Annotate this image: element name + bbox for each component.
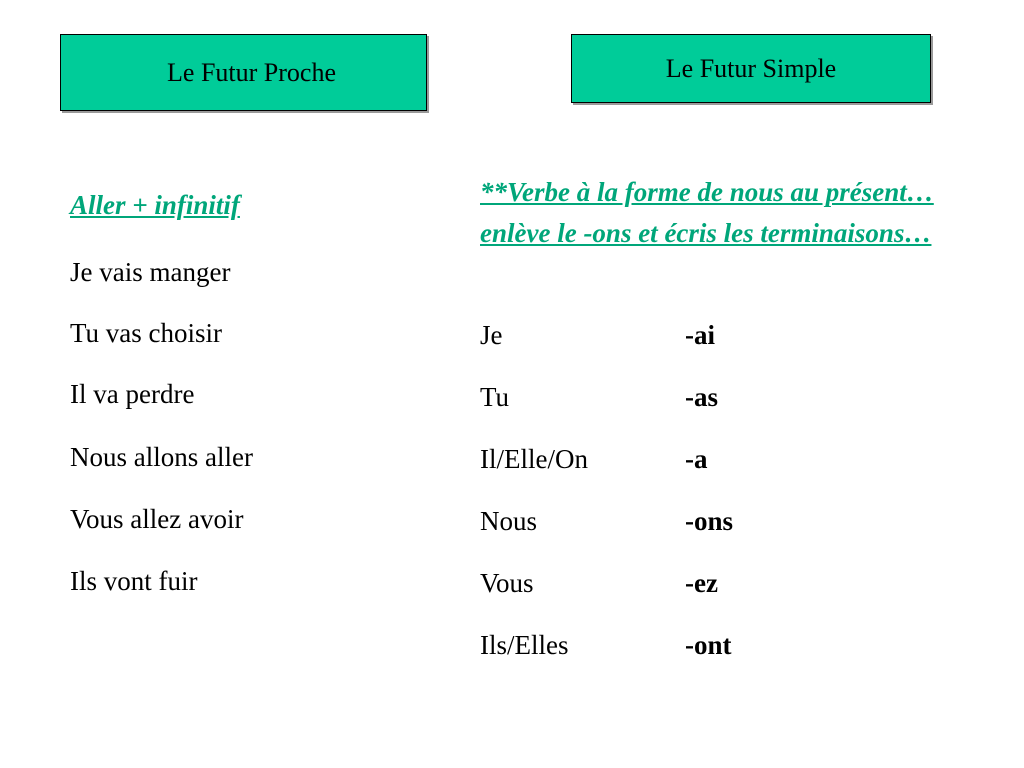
conjugation-row <box>480 320 715 351</box>
ending: -ons <box>685 506 734 536</box>
pronoun: Vous <box>480 568 534 598</box>
futur-simple-title: Le Futur Simple <box>665 53 837 83</box>
futur-proche-example: Tu vas choisir <box>70 318 223 348</box>
futur-proche-title: Le Futur Proche <box>167 57 336 87</box>
pronoun: Ils/Elles <box>480 630 569 660</box>
conjugation-row <box>480 568 718 599</box>
conjugation-row <box>480 506 733 537</box>
futur-proche-example: Vous allez avoir <box>70 504 244 534</box>
futur-proche-example: Ils vont fuir <box>70 566 198 596</box>
pronoun: Nous <box>480 506 538 536</box>
ending: -as <box>685 382 718 412</box>
pronoun: Il/Elle/On <box>480 444 588 474</box>
ending: -a <box>685 444 708 474</box>
conjugation-row <box>480 444 708 475</box>
conjugation-row <box>480 630 732 661</box>
futur-proche-example: Nous allons aller <box>70 442 253 472</box>
futur-proche-title-box <box>60 34 427 111</box>
futur-proche-example: Je vais manger <box>70 257 231 287</box>
futur-simple-rule-heading: **Verbe à la forme de nous au présent…enlève le -ons et écris les terminaisons… <box>480 177 934 248</box>
futur-simple-title-box <box>571 34 931 103</box>
conjugation-row <box>480 382 718 413</box>
ending: -ez <box>685 568 718 598</box>
futur-proche-example: Il va perdre <box>70 379 195 409</box>
futur-proche-rule-heading: Aller + infinitif <box>70 190 240 220</box>
ending: -ont <box>685 630 732 660</box>
ending: -ai <box>685 320 715 350</box>
pronoun: Je <box>480 320 503 350</box>
pronoun: Tu <box>480 382 510 412</box>
